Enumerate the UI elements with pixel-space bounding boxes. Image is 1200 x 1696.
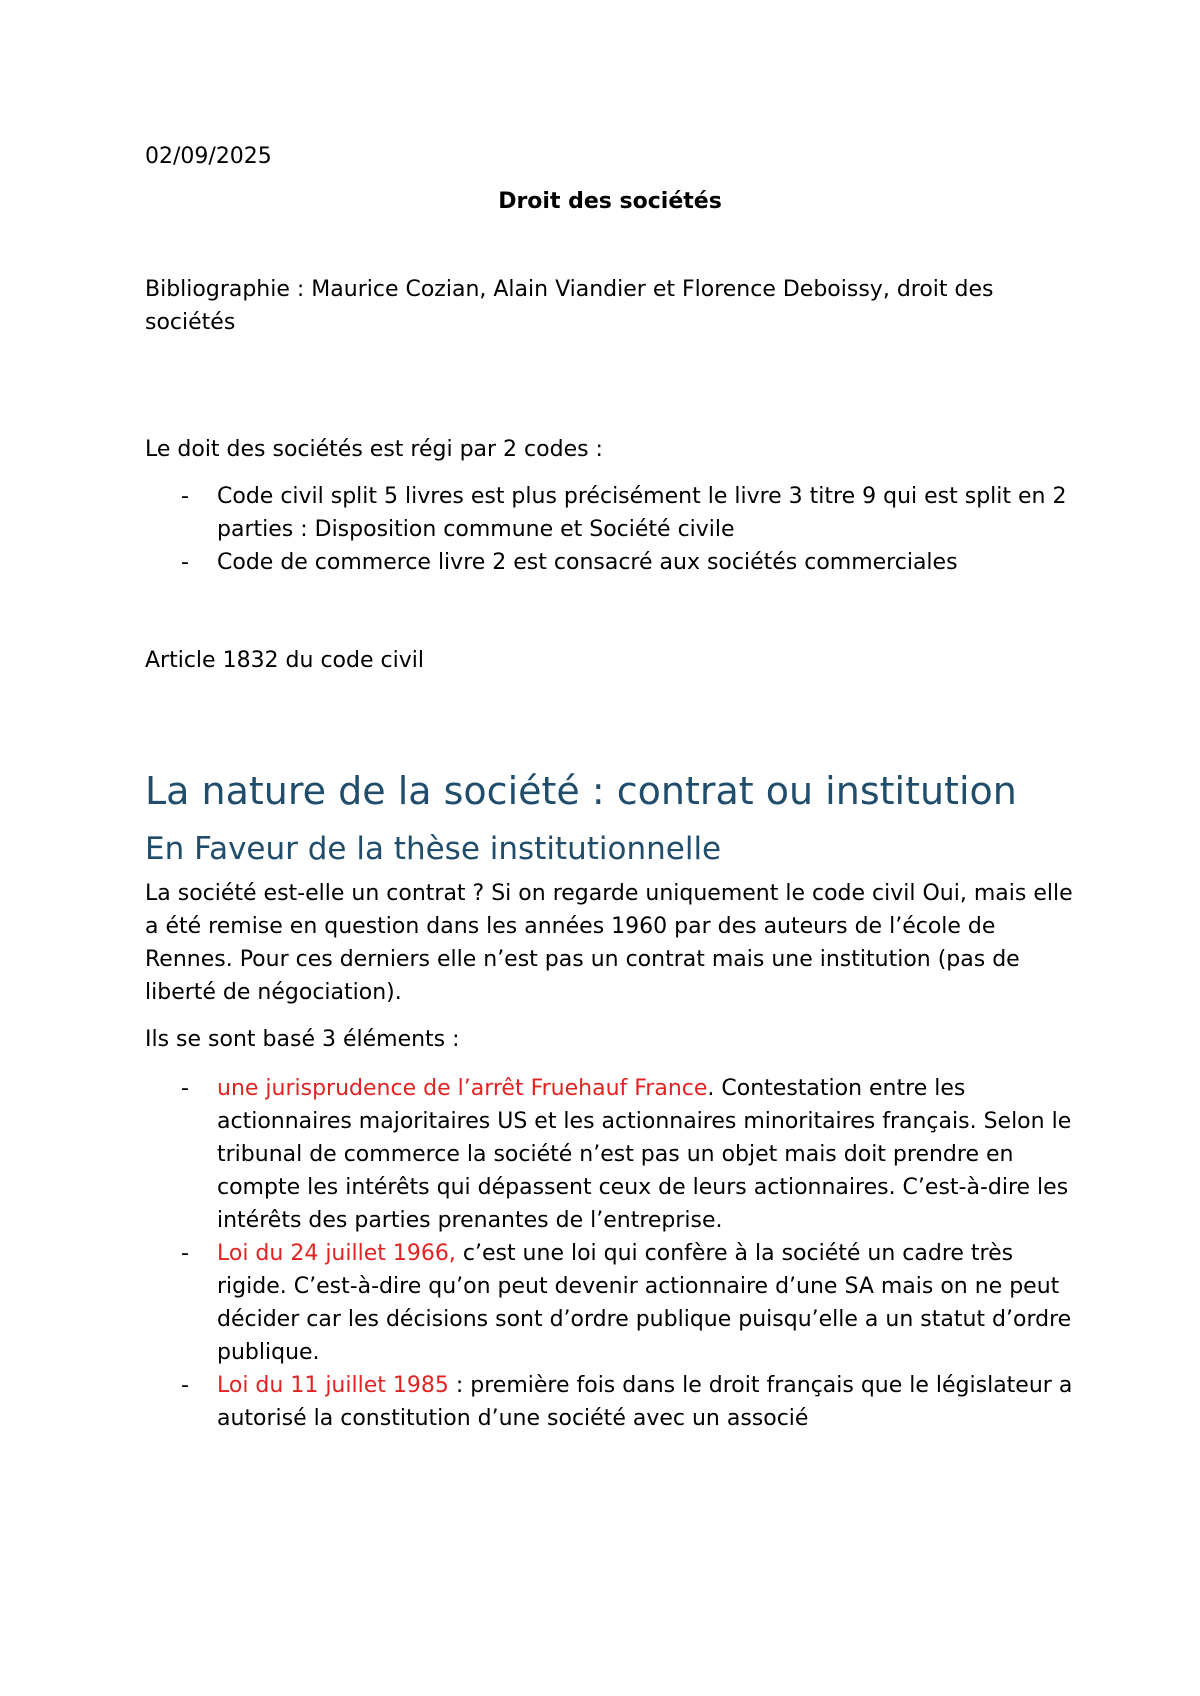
codes-list <box>145 480 1075 579</box>
section-heading: La nature de la société : contrat ou institution <box>145 769 1017 813</box>
article-reference: Article 1832 du code civil <box>145 648 424 673</box>
list-item <box>145 1369 1075 1435</box>
document-title: Droit des sociétés <box>498 189 722 214</box>
dash-bullet: - <box>181 484 189 509</box>
list-item <box>145 480 1075 546</box>
highlighted-reference: Loi du 11 juillet 1985 <box>217 1373 449 1398</box>
highlighted-reference: Loi du 24 juillet 1966, <box>217 1241 456 1266</box>
document-date: 02/09/2025 <box>145 144 272 169</box>
dash-bullet: - <box>181 550 189 575</box>
code-item-text: Code de commerce livre 2 est consacré aux sociétés commerciales <box>217 550 958 575</box>
document-page <box>145 140 1075 1435</box>
list-item <box>145 546 1075 579</box>
dash-bullet: - <box>181 1241 189 1266</box>
element-text: . Contestation entre les actionnaires majoritaires US et les actionnaires minoritaires français. Selon le tribunal de commerce la société n’est pas un objet mais doit prendre en compte les intérêts qui dépassent ceux de leurs actionnaires. C’est-à-dire les intérêts des parties prenantes de l’entreprise. <box>217 1076 1072 1233</box>
bibliography-line: Bibliographie : Maurice Cozian, Alain Viandier et Florence Deboissy, droit des sociétés <box>145 277 994 335</box>
list-item <box>145 1237 1075 1369</box>
dash-bullet: - <box>181 1076 189 1101</box>
element-text: c’est une loi qui confère à la société un cadre très rigide. C’est-à-dire qu’on peut devenir actionnaire d’une SA mais on ne peut décider car les décisions sont d’ordre publique puisqu’elle a un statut d’ordre publique. <box>217 1241 1072 1365</box>
elements-intro: Ils se sont basé 3 éléments : <box>145 1027 460 1052</box>
list-item <box>145 1072 1075 1237</box>
body-paragraph: La société est-elle un contrat ? Si on regarde uniquement le code civil Oui, mais elle a été remise en question dans les années 1960 par des auteurs de l’école de Rennes. Pour ces derniers elle n’est pas un contrat mais une institution (pas de liberté de négociation). <box>145 881 1073 1005</box>
elements-list <box>145 1072 1075 1435</box>
dash-bullet: - <box>181 1373 189 1398</box>
codes-intro: Le doit des sociétés est régi par 2 codes : <box>145 437 603 462</box>
element-text: : première fois dans le droit français que le législateur a autorisé la constitution d’une société avec un associé <box>217 1373 1073 1431</box>
subsection-heading: En Faveur de la thèse institutionnelle <box>145 831 722 867</box>
code-item-text: Code civil split 5 livres est plus précisément le livre 3 titre 9 qui est split en 2 parties : Disposition commune et Société civile <box>217 484 1067 542</box>
highlighted-reference: une jurisprudence de l’arrêt Fruehauf France <box>217 1076 708 1101</box>
